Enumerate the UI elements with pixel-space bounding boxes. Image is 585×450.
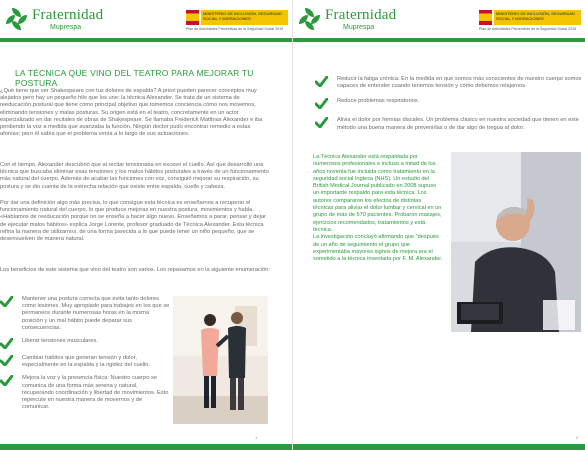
left-page <box>0 0 292 450</box>
list-item <box>0 296 170 332</box>
list-item <box>315 117 585 131</box>
brand-sub: Muprespa <box>50 24 82 31</box>
leaf-logo-icon <box>299 8 321 30</box>
check-icon <box>315 117 328 128</box>
benefit-text: Cambiar hábitos que generan tensión y dolor, especialmente en la espalda y la rigidez del cuello. <box>22 355 151 369</box>
study-paragraph: La Técnica Alexander está respaldada por numerosos profesionales e incluso a mitad de los años noventa fue incluida como tratamiento en la seguridad social Inglesa (NHS). Un estudio del British Medical Journal publicado en 2008 supuso un importante respaldo para esta técnica. Los autores compararon los efectos de distintas técnicas para aliviar el dolor lumbar y cervical en un grupo de más de 570 pacientes. Probaron masajes, ejercicios recomendados, tratamientos y está técnica. <box>313 154 442 233</box>
footer-rule <box>0 444 292 450</box>
benefit-text: Alivia el dolor por hernias discales. Un problema clásico en nuestra sociedad que tienen en este método una buena manera de prevenirlas o de dar algo de tregua al dolor. <box>337 117 579 131</box>
leaf-logo-icon <box>6 8 28 30</box>
government-logo <box>186 10 288 31</box>
page-number: 1 <box>255 435 258 440</box>
check-icon <box>0 296 13 307</box>
plan-caption: Plan de Actividades Preventivas de la Seguridad Social 2019 <box>479 27 577 31</box>
brand-name: Fraternidad <box>325 7 397 23</box>
list-item <box>315 76 585 90</box>
conclusion-paragraph: La investigación concluyó afirmando que "después de un año de seguimiento el grupo que experimentaba mayores signos de mejora era el sometido a la técnica inventada por F. M. Alexander. <box>313 234 443 263</box>
list-item <box>0 338 170 349</box>
definition-paragraph: Por dar una definición algo más precisa, lo que consigue esta técnica es enseñarnos a recuperar el funcionamiento natural del cuerpo, lo que produce mejoras en nuestra postura, movimientos y habla. «Hablamos de reeducación porque no se enseña a hacer algo nuevo. Enseñamos a parar, pensar y dejar de ejecutar malos hábitos» explica Jorge Lorente, profesor graduado de Técnica Alexander. Esta técnica refina la manera de utilizarnos, de una forma parecida a lo que puede tener un niño pequeño, que se desenvuelven de manera natural. <box>0 200 266 243</box>
header-rule <box>293 38 585 42</box>
benefit-text: Mejora la voz y la presencia física: Nuestro cuerpo se comunica de una forma más serena y natural, recuperando coordinación y libertad de movimientos. Esto repercute en nuestra manera de movernos y de comunicar. <box>22 375 169 411</box>
benefit-text: Reduce problemas respiratorios. <box>337 98 420 105</box>
ministry-label: MINISTERIO DE INCLUSIÓN, SEGURIDAD SOCIAL Y MIGRACIONES <box>201 10 288 25</box>
benefits-intro: Los beneficios de este sistema que vino del teatro son varios. Los repasamos en la siguiente enumeración: <box>0 267 270 273</box>
government-logo <box>479 10 581 31</box>
neck-pain-photo <box>451 152 581 332</box>
spain-crest-icon <box>479 10 492 25</box>
benefit-text: Mantener una postura correcta que evita tanto dolores como lesiones. Muy apropiado para trabajos en los que se permanece durante numerosas horas en la misma posición y un mal hábito puede deparar sus consecuencias. <box>22 296 170 331</box>
check-icon <box>0 355 13 366</box>
intro-paragraph: ¿Qué tiene que ver Shakespeare con tus dolores de espalda? A priori pueden parecer conceptos muy alejados pero hay un pequeño hilo que los une: la técnica Alexander. Se trata de un sistema de reeducación postural que tiene como principal objetivo que tomemos conciencia cómo nos movemos, eliminando tensiones y malas posturas. Su origen está en el teatro, concretamente en un actor especializado en dar recitales de obras de Shakespeare. Se llamaba Frederick Matthias Alexander e iba perdiendo la voz a medida que avanzaba la función. Ningún doctor pudo encontrar remedio a estas afonías; pero él sabía que el problema venía a lo largo de sus actuaciones. <box>0 88 263 138</box>
list-item <box>0 355 170 369</box>
ministry-label: MINISTERIO DE INCLUSIÓN, SEGURIDAD SOCIAL Y MIGRACIONES <box>494 10 581 25</box>
study-column <box>313 154 443 263</box>
brand-name: Fraternidad <box>32 7 104 23</box>
benefits-list-continued <box>315 76 585 140</box>
check-icon <box>0 338 13 349</box>
plan-caption: Plan de Actividades Preventivas de la Seguridad Social 2019 <box>186 27 284 31</box>
fraternidad-logo <box>299 8 396 32</box>
footer-rule <box>293 444 585 450</box>
spain-crest-icon <box>186 10 199 25</box>
page-header <box>293 0 585 40</box>
page-number: 2 <box>576 435 579 440</box>
list-item <box>0 375 170 411</box>
right-page <box>293 0 585 450</box>
list-item <box>315 98 585 109</box>
benefits-list <box>0 296 170 417</box>
fraternidad-logo <box>6 8 103 32</box>
article-title: LA TÉCNICA QUE VINO DEL TEATRO PARA MEJORAR TU POSTURA <box>15 68 254 88</box>
header-rule <box>0 38 292 42</box>
check-icon <box>315 98 328 109</box>
history-paragraph: Con el tiempo, Alexander descubrió que al recitar tensionaba en exceso el cuello. Así que desarrolló una técnica que buscaba eliminar esas tensiones y los malos hábitos posturales a través de un funcionamiento más natural del cuerpo. Además de acabar las funciones con voz, consiguió mejorar su respiración, su postura y se dio cuenta de la estrecha relación que existe entre espalda, cuello y cabeza. <box>0 162 269 190</box>
check-icon <box>315 76 328 87</box>
benefit-text: Liberar tensiones musculares. <box>22 338 98 345</box>
brand-sub: Muprespa <box>343 24 375 31</box>
page-header <box>0 0 292 40</box>
check-icon <box>0 375 13 386</box>
benefit-text: Reducir la fatiga crónica. En la medida en que somos más conscientes de nuestro cuerpo somos capaces de entender cuando tenemos tensión y cómo debemos relajarnos. <box>337 76 582 90</box>
posture-lesson-photo <box>173 296 268 424</box>
